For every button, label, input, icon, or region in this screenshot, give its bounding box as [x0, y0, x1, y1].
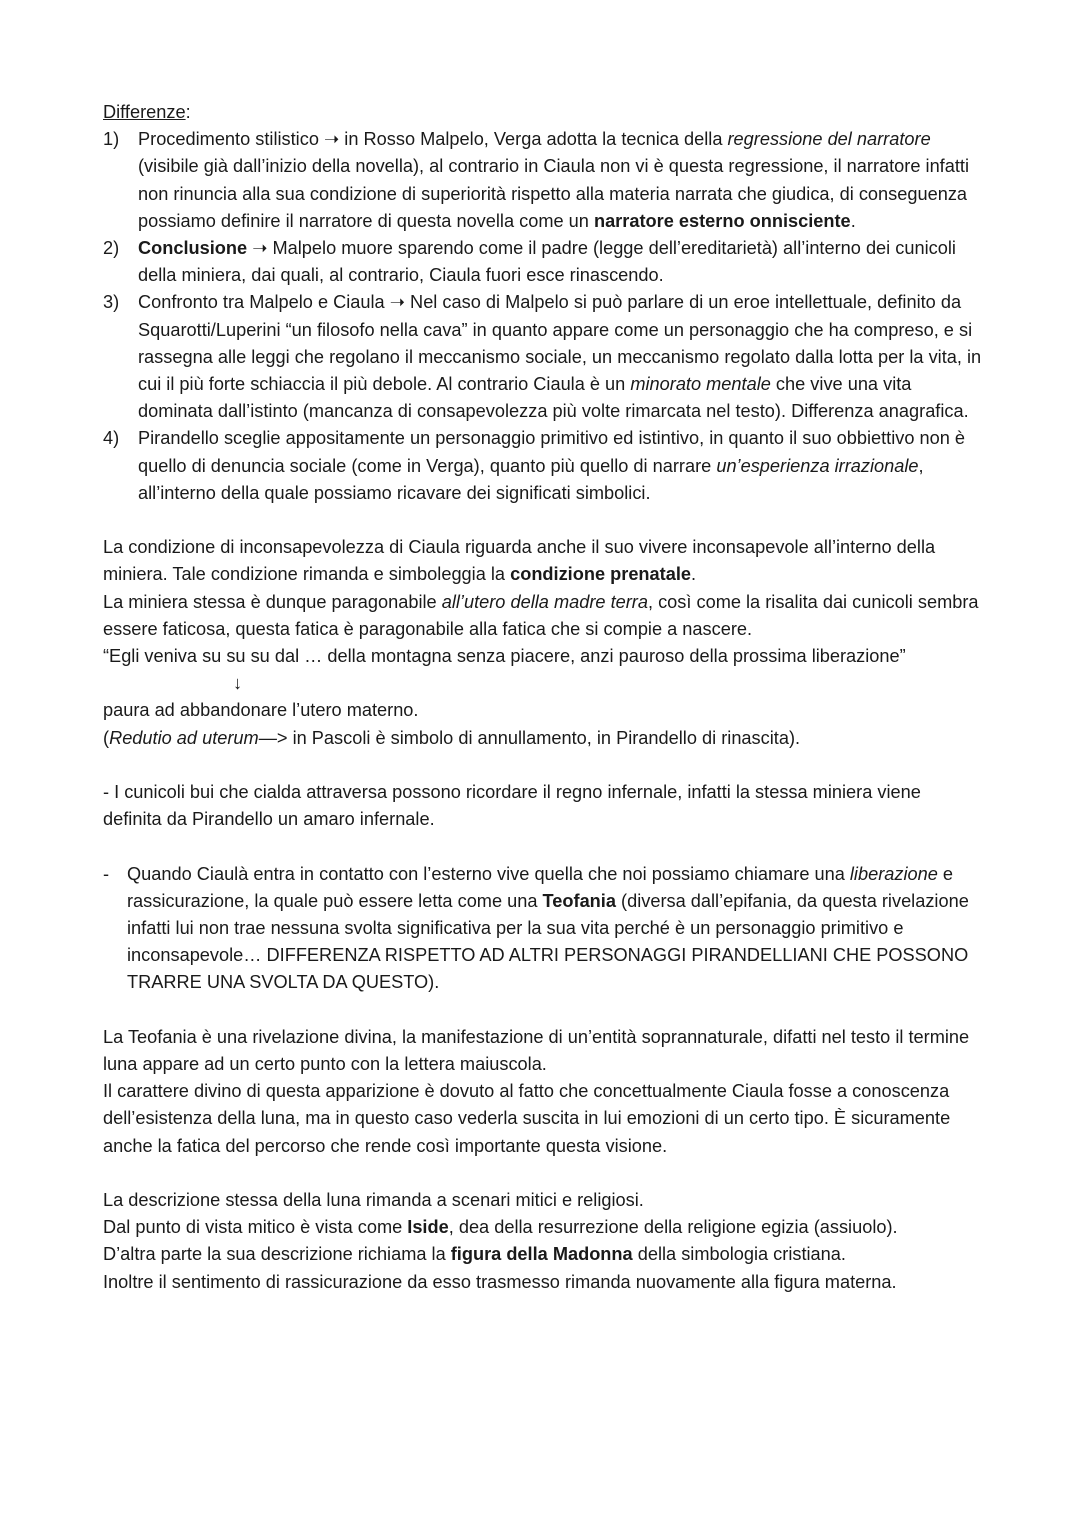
paragraph: (Redutio ad uterum—> in Pascoli è simbolo di annullamento, in Pirandello di rinascita). — [103, 727, 801, 748]
arrow-down-icon: ↓ — [233, 673, 243, 694]
list-item: 3) Confronto tra Malpelo e Ciaula ➝ Nel caso di Malpelo si può parlare di un eroe intellettuale, definito da Squarotti/Luperini “un filosofo nella cava” in quanto appare come un personaggio che ha compreso, e si rassegna alle leggi che regolano il meccanismo sociale, un meccanismo regolato dalla lotta per la vita, in cui il più forte schiaccia il più debole. Al contrario Ciaula è un minorato mentale che vive una vita dominata dall’istinto (mancanza di consapevolezza più volte rimarcata nel testo). Differenza anagrafica. — [103, 289, 983, 425]
paragraph: La condizione di inconsapevolezza di Ciaula riguarda anche il suo vivere inconsapevole all’interno della miniera. Tale condizione rimanda e simboleggia la condizione prenatale. — [103, 537, 936, 585]
list-item: 1) Procedimento stilistico ➝ in Rosso Malpelo, Verga adotta la tecnica della regressione del narratore (visibile già dall’inizio della novella), al contrario in Ciaula non vi è questa regressione, il narratore infatti non rinuncia alla sua condizione di superiorità rispetto alla materia narrata che giudica, di conseguenza possiamo definire il narratore di questa novella come un narratore esterno onnisciente. — [103, 126, 983, 235]
quote: “Egli veniva su su su dal … della montagna senza piacere, anzi pauroso della prossima liberazione” — [103, 646, 906, 667]
arrow-icon: ➝ — [389, 292, 405, 313]
differences-list — [103, 126, 983, 507]
arrow-icon: ➝ — [252, 238, 268, 259]
dash-list-item: - Quando Ciaulà entra in contatto con l’esterno vive quella che noi possiamo chiamare una liberazione e rassicurazione, la quale può essere letta come una Teofania (diversa dall’epifania, da questa rivelazione infatti lui non trae nessuna svolta significativa per la sua vita perché è un personaggio primitivo e inconsapevole… DIFFERENZA RISPETTO AD ALTRI PERSONAGGI PIRANDELLIANI CHE POSSONO TRARRE UNA SVOLTA DA QUESTO). — [103, 861, 983, 997]
list-item: 4) Pirandello sceglie appositamente un personaggio primitivo ed istintivo, in quanto il suo obbiettivo non è quello di denuncia sociale (come in Verga), quanto più quello di narrare un’esperienza irrazionale, all’interno della quale possiamo ricavare dei significati simbolici. — [103, 425, 983, 507]
paragraph: Dal punto di vista mitico è vista come Iside, dea della resurrezione della religione egizia (assiuolo). — [103, 1217, 898, 1238]
list-number: 2) — [103, 238, 120, 259]
paragraph: La Teofania è una rivelazione divina, la manifestazione di un’entità soprannaturale, difatti nel testo il termine luna appare ad un certo punto con la lettera maiuscola. — [103, 1026, 970, 1075]
document-page — [103, 99, 983, 1296]
paragraph: paura ad abbandonare l’utero materno. — [103, 700, 419, 721]
list-number: 4) — [103, 428, 120, 449]
paragraph: - I cunicoli bui che cialda attraversa possono ricordare il regno infernale, infatti la stessa miniera viene definita da Pirandello un amaro infernale. — [103, 782, 921, 830]
paragraph: Inoltre il sentimento di rassicurazione da esso trasmesso rimanda nuovamente alla figura materna. — [103, 1271, 897, 1292]
paragraph: La descrizione stessa della luna rimanda a scenari mitici e religiosi. — [103, 1190, 644, 1211]
list-number: 1) — [103, 129, 120, 150]
dash-bullet: - — [103, 863, 110, 884]
paragraph: Il carattere divino di questa apparizione è dovuto al fatto che concettualmente Ciaula fosse a conoscenza dell’esistenza della luna, ma in questo caso vederla suscita in lui emozioni di un certo tipo. È sicuramente anche la fatica del percorso che rende così importante questa visione. — [103, 1081, 951, 1156]
differences-heading-line: Differenze: — [103, 102, 191, 122]
paragraph: D’altra parte la sua descrizione richiama la figura della Madonna della simbologia cristiana. — [103, 1244, 846, 1265]
list-item: 2) Conclusione ➝ Malpelo muore sparendo come il padre (legge dell’ereditarietà) all’interno dei cunicoli della miniera, dai quali, al contrario, Ciaula fuori esce rinascendo. — [103, 235, 983, 289]
arrow-icon: ➝ — [324, 129, 340, 150]
differences-heading: Differenze — [103, 102, 186, 122]
list-number: 3) — [103, 292, 120, 313]
paragraph: La miniera stessa è dunque paragonabile all’utero della madre terra, così come la risalita dai cunicoli sembra essere faticosa, questa fatica è paragonabile alla fatica che si compie a nascere. — [103, 591, 979, 639]
